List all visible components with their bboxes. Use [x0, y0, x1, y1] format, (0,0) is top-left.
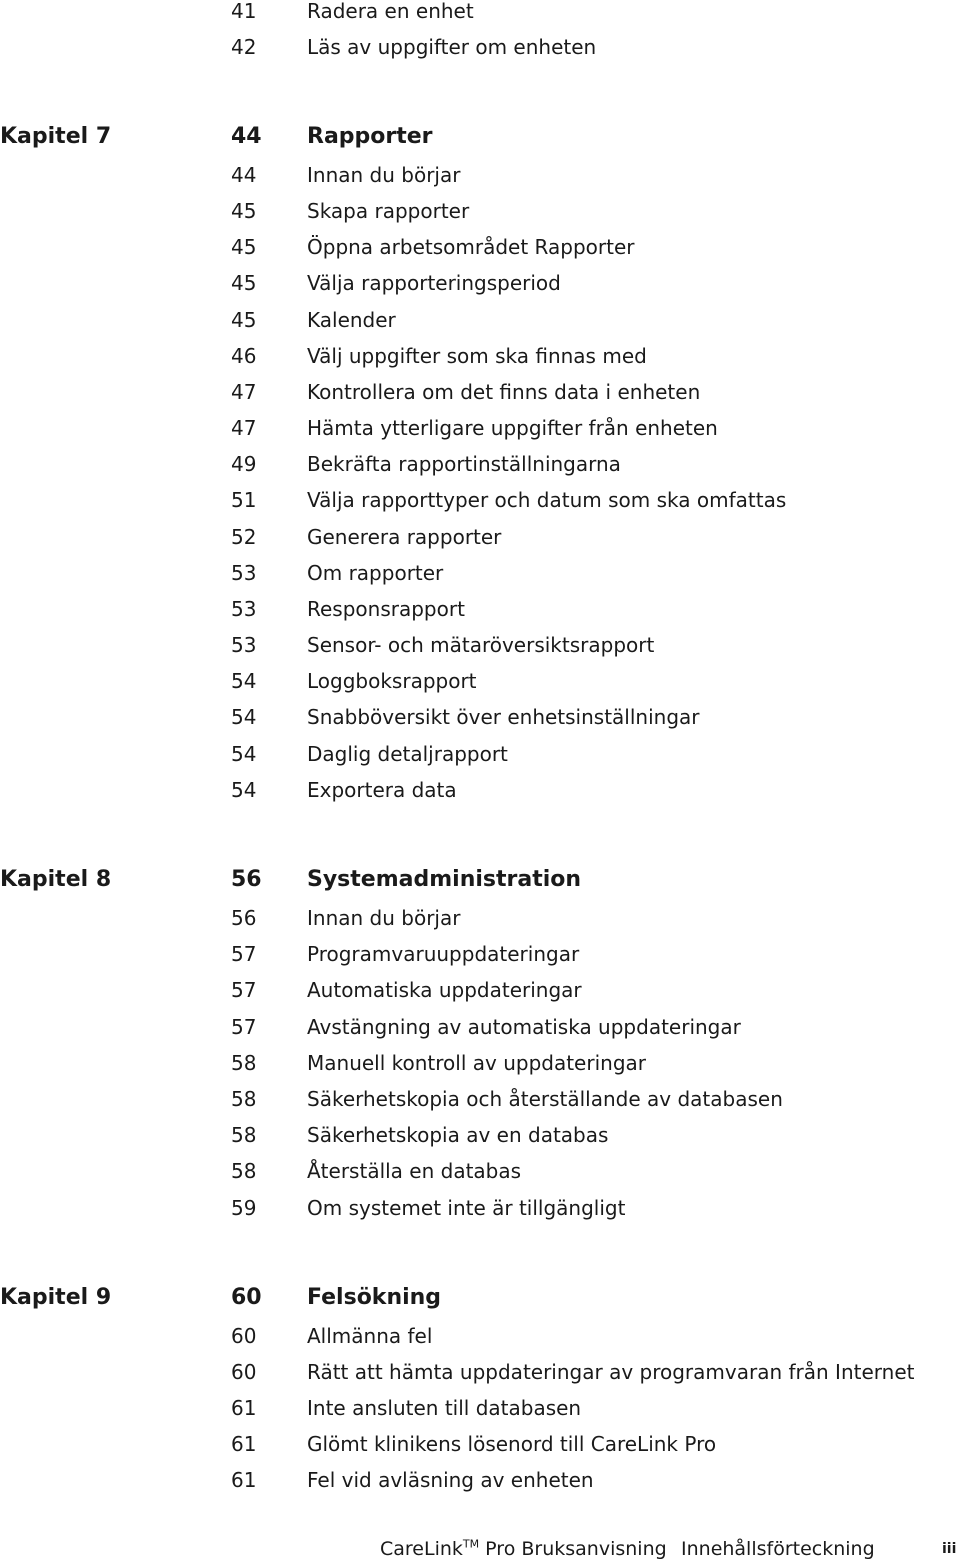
- chapter-heading[interactable]: [0, 1283, 960, 1313]
- toc-entry-title: Bekräfta rapportinställningarna: [307, 452, 621, 476]
- toc-entry[interactable]: [0, 775, 960, 805]
- toc-entry[interactable]: [0, 903, 960, 933]
- toc-entry[interactable]: [0, 160, 960, 190]
- toc-entry-title: Välja rapporttyper och datum som ska omfattas: [307, 488, 787, 512]
- toc-entry-title: Välj uppgifter som ska finnas med: [307, 344, 647, 368]
- toc-page-number: 57: [231, 1015, 257, 1039]
- toc-entry-title: Återställa en databas: [307, 1159, 522, 1183]
- toc-entry[interactable]: [0, 939, 960, 969]
- toc-entry-title: Responsrapport: [307, 597, 465, 621]
- toc-entry[interactable]: [0, 522, 960, 552]
- toc-page-number: 57: [231, 978, 257, 1002]
- footer-section-title: Innehållsförteckning: [681, 1538, 875, 1560]
- chapter-page-number: 44: [231, 124, 262, 149]
- chapter-page-number: 60: [231, 1285, 262, 1310]
- toc-entry[interactable]: [0, 413, 960, 443]
- toc-entry[interactable]: [0, 630, 960, 660]
- toc-entry-title: Manuell kontroll av uppdateringar: [307, 1051, 646, 1075]
- toc-entry[interactable]: [0, 1465, 960, 1495]
- chapter-page-number: 56: [231, 867, 262, 892]
- toc-page-number: 51: [231, 488, 257, 512]
- toc-page-number: 42: [231, 35, 257, 59]
- toc-entry-title: Säkerhetskopia och återställande av databasen: [307, 1087, 783, 1111]
- toc-entry-title: Automatiska uppdateringar: [307, 978, 582, 1002]
- toc-entry[interactable]: [0, 1012, 960, 1042]
- toc-entry-title: Innan du börjar: [307, 163, 461, 187]
- toc-page-number: 44: [231, 163, 257, 187]
- toc-entry[interactable]: [0, 341, 960, 371]
- footer-product-title: Pro Bruksanvisning: [485, 1538, 667, 1560]
- toc-entry-title: Snabböversikt över enhetsinställningar: [307, 705, 700, 729]
- toc-page-number: 60: [231, 1324, 257, 1348]
- toc-page-number: 47: [231, 416, 257, 440]
- toc-entry-title: Allmänna fel: [307, 1324, 433, 1348]
- toc-entry[interactable]: [0, 1084, 960, 1114]
- toc-entry-title: Innan du börjar: [307, 906, 461, 930]
- toc-page-number: 56: [231, 906, 257, 930]
- toc-page-number: 61: [231, 1432, 257, 1456]
- chapter-label: Kapitel 8: [0, 867, 112, 892]
- toc-entry[interactable]: [0, 558, 960, 588]
- footer-page-number: iii: [942, 1541, 957, 1557]
- toc-entry-title: Fel vid avläsning av enheten: [307, 1468, 594, 1492]
- toc-entry[interactable]: [0, 1048, 960, 1078]
- chapter-title: Felsökning: [307, 1285, 442, 1310]
- toc-entry-title: Exportera data: [307, 778, 457, 802]
- toc-entry-title: Om systemet inte är tillgängligt: [307, 1196, 626, 1220]
- toc-page-number: 61: [231, 1468, 257, 1492]
- toc-entry[interactable]: [0, 666, 960, 696]
- trademark-symbol: TM: [462, 1537, 480, 1551]
- toc-entry-title: Skapa rapporter: [307, 199, 470, 223]
- toc-entry-title: Kalender: [307, 308, 396, 332]
- chapter-label: Kapitel 7: [0, 124, 112, 149]
- toc-entry[interactable]: [0, 196, 960, 226]
- chapter-title: Rapporter: [307, 124, 433, 149]
- toc-entry-title: Sensor- och mätaröversiktsrapport: [307, 633, 655, 657]
- toc-page-number: 54: [231, 705, 257, 729]
- toc-page-number: 53: [231, 561, 257, 585]
- footer-product-name: [380, 1535, 667, 1563]
- toc-page-number: 54: [231, 742, 257, 766]
- chapter-title: Systemadministration: [307, 867, 582, 892]
- toc-entry[interactable]: [0, 594, 960, 624]
- toc-entry[interactable]: [0, 1393, 960, 1423]
- toc-entry[interactable]: [0, 739, 960, 769]
- toc-page-number: 46: [231, 344, 257, 368]
- toc-entry[interactable]: [0, 1193, 960, 1223]
- toc-entry[interactable]: [0, 449, 960, 479]
- toc-entry-title: Programvaruuppdateringar: [307, 942, 580, 966]
- toc-entry-title: Hämta ytterligare uppgifter från enheten: [307, 416, 718, 440]
- toc-entry-title: Inte ansluten till databasen: [307, 1396, 582, 1420]
- toc-entry[interactable]: [0, 1429, 960, 1459]
- toc-page-number: 58: [231, 1159, 257, 1183]
- toc-entry[interactable]: [0, 0, 960, 26]
- toc-entry-title: Säkerhetskopia av en databas: [307, 1123, 609, 1147]
- toc-page-number: 41: [231, 0, 257, 23]
- toc-entry[interactable]: [0, 32, 960, 62]
- toc-page-number: 52: [231, 525, 257, 549]
- toc-page-number: 57: [231, 942, 257, 966]
- toc-entry-title: Kontrollera om det finns data i enheten: [307, 380, 701, 404]
- toc-entry[interactable]: [0, 1156, 960, 1186]
- toc-entry-title: Välja rapporteringsperiod: [307, 271, 561, 295]
- toc-page-number: 49: [231, 452, 257, 476]
- toc-page-number: 53: [231, 633, 257, 657]
- toc-entry-title: Om rapporter: [307, 561, 444, 585]
- toc-entry-title: Glömt klinikens lösenord till CareLink Pro: [307, 1432, 717, 1456]
- toc-page-number: 47: [231, 380, 257, 404]
- toc-entry[interactable]: [0, 305, 960, 335]
- toc-page-number: 45: [231, 199, 257, 223]
- toc-entry-title: Daglig detaljrapport: [307, 742, 508, 766]
- toc-entry-title: Avstängning av automatiska uppdateringar: [307, 1015, 741, 1039]
- toc-page-number: 60: [231, 1360, 257, 1384]
- toc-page-number: 54: [231, 669, 257, 693]
- toc-entry-title: Loggboksrapport: [307, 669, 477, 693]
- toc-page-number: 61: [231, 1396, 257, 1420]
- chapter-label: Kapitel 9: [0, 1285, 112, 1310]
- toc-entry[interactable]: [0, 702, 960, 732]
- toc-entry-title: Rätt att hämta uppdateringar av programvaran från Internet: [307, 1360, 915, 1384]
- toc-entry-title: Läs av uppgifter om enheten: [307, 35, 597, 59]
- toc-entry[interactable]: [0, 975, 960, 1005]
- toc-entry[interactable]: [0, 1357, 960, 1387]
- toc-entry[interactable]: [0, 232, 960, 262]
- toc-entry[interactable]: [0, 1321, 960, 1351]
- toc-page-number: 59: [231, 1196, 257, 1220]
- toc-page-number: 45: [231, 235, 257, 259]
- toc-page-number: 58: [231, 1123, 257, 1147]
- toc-entry[interactable]: [0, 268, 960, 298]
- toc-entry[interactable]: [0, 1120, 960, 1150]
- toc-page-number: 45: [231, 271, 257, 295]
- footer-product-brand: CareLink: [380, 1538, 463, 1560]
- chapter-heading[interactable]: [0, 122, 960, 152]
- toc-page-number: 58: [231, 1087, 257, 1111]
- toc-page-number: 45: [231, 308, 257, 332]
- chapter-heading[interactable]: [0, 865, 960, 895]
- toc-page-number: 54: [231, 778, 257, 802]
- toc-entry-title: Öppna arbetsområdet Rapporter: [307, 235, 635, 259]
- toc-entry-title: Generera rapporter: [307, 525, 502, 549]
- toc-entry-title: Radera en enhet: [307, 0, 474, 23]
- toc-page-number: 58: [231, 1051, 257, 1075]
- toc-entry[interactable]: [0, 485, 960, 515]
- toc-entry[interactable]: [0, 377, 960, 407]
- toc-page-number: 53: [231, 597, 257, 621]
